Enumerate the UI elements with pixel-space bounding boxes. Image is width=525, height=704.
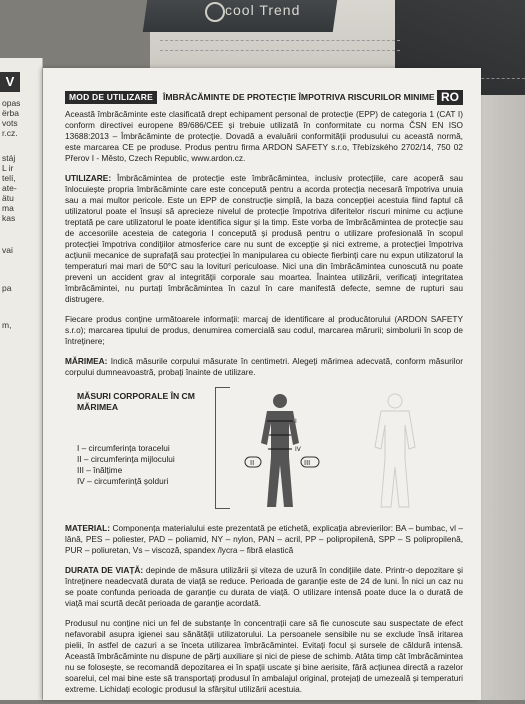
left-page-edge	[0, 58, 43, 700]
usage-label: UTILIZARE:	[65, 173, 112, 183]
left-page-fragment: kas	[2, 213, 16, 223]
left-page-fragment: ätu	[2, 193, 14, 203]
measure-item: II – circumferința mijlocului	[77, 454, 175, 464]
left-page-fragment: ërba	[2, 108, 20, 118]
left-page-fragment: stáj	[2, 153, 16, 163]
lifetime-label: DURATA DE VIAȚĂ:	[65, 565, 144, 575]
size-paragraph	[65, 356, 463, 378]
body-measures-section	[65, 387, 463, 515]
figure-mark-ii: II	[250, 459, 255, 467]
brand-logo-text: cool Trend	[225, 2, 301, 18]
language-code-badge: RO	[437, 90, 463, 105]
size-text: Indică măsurile corpului măsurate în centimetri. Alegeți mărimea adecvată, conform măsurilor corpului dumneavoastră, probați înainte de utilizare.	[65, 356, 463, 377]
faded-figure-illustration	[315, 387, 475, 513]
left-page-fragment: vots	[2, 118, 18, 128]
measure-item: I – circumferința toracelui	[77, 443, 170, 453]
left-page-fragment: ate-	[2, 183, 17, 193]
left-page-fragment: m,	[2, 320, 12, 330]
stitch-line	[160, 50, 400, 51]
closing-paragraph: Produsul nu conține nici un fel de substanțe în concentrații care să fie cunoscute sau suspectate de efect nefavorabil asupra igienei sau sănătății utilizatorului. La persoanele sensibile nu se exclude însă iritarea pielii, în astfel de cazuri a se înceta utilizarea îmbrăcămintei. Evitați focul și sursele de căldură intensă. Această îmbrăcăminte nu dispune de părți auxiliare și nici de piese de schimb. Atâta timp cât îmbrăcămintea nu se folosește, se recomandă depozitarea ei în spații uscate și bine aerisite, fără acțiunea directă a razelor soarelui, cel mai bine este să transportați produsul în ambalajul original, protejați de umezeală și temperaturi extreme. Lichidați ecologic produsul la sfârșitul utilizării acestuia.	[65, 618, 463, 694]
height-bracket	[215, 387, 230, 509]
left-page-fragment: ma	[2, 203, 14, 213]
material-label: MATERIAL:	[65, 523, 111, 533]
measure-item: IV – circumferință șolduri	[77, 476, 169, 486]
intro-paragraph: Această îmbrăcăminte este clasificată drept echipament personal de protecție (EPP) de categoria 1 (CAT I) conform directivei europene 89/686/CEE și trebuie utilizată în conformitate cu norma ČSN EN ISO 13688:2013 – Îmbrăcăminte de protecție. Dovadă a evaluării conformității produsului cu această normă, este marcarea CE pe produse. Produs pentru firma ARDON SAFETY s.r.o, Třebízského 2702/14, 750 02 Přerov I - Město, Czech Republic, www.ardon.cz.	[65, 109, 463, 163]
leaflet-header	[65, 90, 463, 105]
info-paragraph: Fiecare produs conține următoarele informații: marcaj de identificare al producătorului (ARDON SAFETY s.r.o); marcarea tipului de produs, denumirea comercială sau codul, marcarea mărurii; simbolurii în scop de întreținere;	[65, 314, 463, 346]
leaflet-content	[65, 90, 463, 704]
instruction-leaflet-page	[43, 68, 481, 700]
lifetime-paragraph	[65, 565, 463, 609]
left-page-fragment: r.cz.	[2, 128, 18, 138]
left-page-fragment: telí,	[2, 173, 16, 183]
stitch-line	[160, 40, 400, 41]
figure-mark-iv: IV	[295, 446, 301, 453]
left-page-fragment: pa	[2, 283, 12, 293]
lifetime-text: depinde de măsura utilizării și viteza de uzură în condițiile date. Printr-o depozitare și întreținere neadecvată durata de viață se reduce. Perioada de garanție este de 24 de luni. În nici un caz nu se poate confunda perioada de garanție cu durata de viață. O utilizare intensă poate duce la o durată de viață mai scurtă decât perioada de garanție acordată.	[65, 565, 463, 608]
leaflet-title: ÎMBRĂCĂMINTE DE PROTECȚIE ÎMPOTRIVA RISCURILOR MINIME	[162, 92, 435, 102]
figure-mark-i: I	[295, 418, 297, 425]
measures-list	[77, 443, 227, 487]
figure-mark-iii: III	[304, 459, 311, 467]
left-page-badge: V	[0, 72, 20, 92]
section-label: MOD DE UTILIZARE	[65, 91, 157, 104]
material-paragraph	[65, 523, 463, 556]
left-page-fragment: vai	[2, 245, 13, 255]
material-text: Componența materialului este prezentată pe etichetă, explicația abrevierilor: BA – bumbac, vl – lână, PES – poliester, PAD – poliamid, NY – nylon, PAN – acril, PP – polipropilenă, SPP – S polipropilenă, PUR – poliuretan, Vs – viscoză, spandex /lycra – fibră elastică	[65, 523, 463, 555]
left-page-fragment: L ir	[2, 163, 14, 173]
size-label: MĂRIMEA:	[65, 356, 108, 366]
left-page-fragment: opas	[2, 98, 21, 108]
usage-paragraph	[65, 173, 463, 305]
measures-title: MĂSURI CORPORALE ÎN CM MĂRIMEA	[77, 391, 195, 412]
usage-text: Îmbrăcămintea de protecție este îmbrăcămintea, inclusiv protecțiile, care acoperă sau înlocuiește propria îmbrăcăminte care este concepută pentru a acorda protecția necesară împotriva unuia sau a mai multor pericole. Este un EPP de construcție simplă, la baza concepției acestuia fiind faptul că utilizatorul poate el însuși să aprecieze nivelul de protecție împotriva diferitelor riscuri minime cu acțiune treptată pe care utilizatorul le poate identifica sigur și la timp. Este vorba de îmbrăcămintea de protecție sau de accesoriile acesteia de categoria I concepută și produsă pentru o utilizare profesională în scopul protecției împotriva condițiilor atmosferice care nu sunt de excepție și nici extreme, a protecției împotriva acțiunii mecanice de suprafață sau protecției în manipularea cu obiecte fierbinți care nu expun utilizatorul la temperaturi mai mari de 50°C sau la loviturí periculoase. Nici una din îmbrăcămintea cunoscută nu poate preveni un accident grav al integrității corporale sau moartea. Înaintea utilizării, verificați integritatea îmbrăcămintei, nu purtați îmbrăcămintea în cazul în care manifestă defecte, semne de rupturi sau distrugere.	[65, 173, 463, 304]
measure-item: III – înălțime	[77, 465, 123, 475]
brand-logo-icon	[205, 2, 225, 22]
